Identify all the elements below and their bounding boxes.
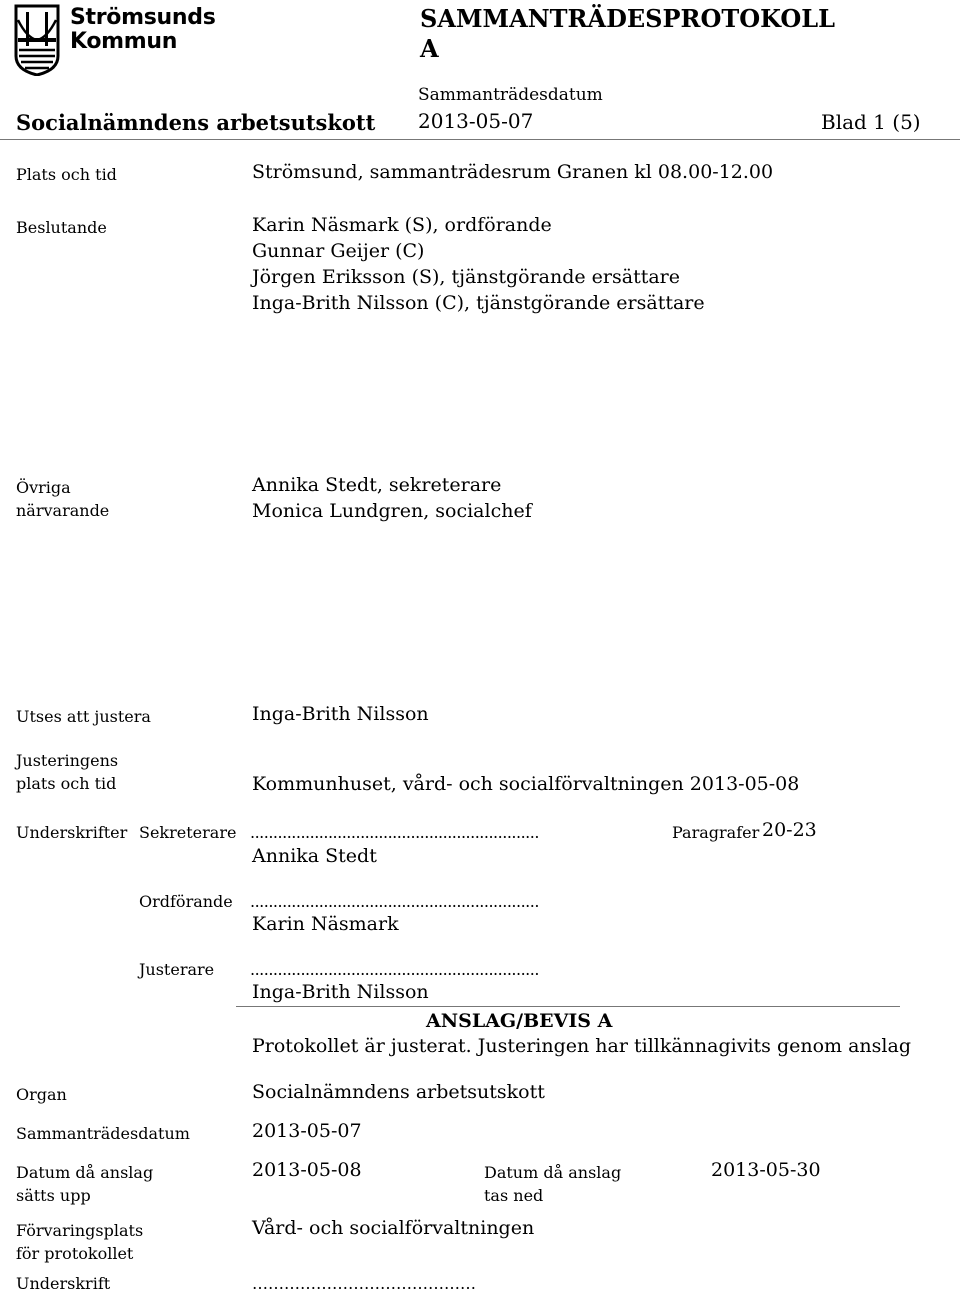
posted-date-label (16, 1161, 153, 1207)
signature-line: …………………………………… (252, 1274, 476, 1293)
municipality-logo (14, 4, 214, 76)
logo-name-line2: Kommun (70, 29, 178, 54)
paragraphs-range: 20-23 (762, 819, 817, 841)
adjuster-sign-name: Inga-Brith Nilsson (252, 981, 429, 1003)
meeting-date: 2013-05-07 (418, 109, 534, 133)
notice-divider (236, 1006, 900, 1007)
adjust-place-label (16, 749, 118, 795)
adjuster-sign-label: Justerare (139, 960, 215, 979)
others-label-line2: närvarande (16, 501, 110, 520)
document-title-line2: A (420, 34, 439, 63)
notice-heading: ANSLAG/BEVIS A (426, 1010, 613, 1032)
removed-date-label (484, 1161, 621, 1207)
notice-meeting-date-label: Sammanträdesdatum (16, 1124, 190, 1143)
chair-name: Karin Näsmark (252, 913, 399, 935)
organ-label: Organ (16, 1085, 67, 1104)
others-label (16, 476, 109, 522)
meeting-date-label: Sammanträdesdatum (418, 85, 603, 105)
deciding-label: Beslutande (16, 218, 107, 237)
deciding-member: Jörgen Eriksson (S), tjänstgörande ersättare (252, 266, 681, 288)
storage-label (16, 1219, 143, 1265)
secretary-signature-line: ............................................................... (250, 823, 539, 842)
posted-date-label-line1: Datum då anslag (16, 1163, 154, 1182)
notice-meeting-date: 2013-05-07 (252, 1120, 362, 1142)
signatures-label: Underskrifter (16, 823, 128, 842)
header-divider (0, 139, 960, 140)
adjuster-label: Utses att justera (16, 707, 151, 726)
storage-place: Vård- och socialförvaltningen (252, 1217, 535, 1239)
adjuster-name: Inga-Brith Nilsson (252, 703, 429, 725)
deciding-member: Inga-Brith Nilsson (C), tjänstgörande ersättare (252, 292, 705, 314)
posted-date: 2013-05-08 (252, 1159, 362, 1181)
storage-label-line1: Förvaringsplats (16, 1221, 144, 1240)
bridge-logo-icon (14, 4, 60, 76)
posted-date-label-line2: sätts upp (16, 1186, 91, 1205)
deciding-member: Gunnar Geijer (C) (252, 240, 425, 262)
secretary-label: Sekreterare (139, 823, 237, 842)
adjust-place-label-line1: Justeringens (16, 751, 119, 770)
paragraphs-label: Paragrafer (672, 823, 760, 842)
other-attendee: Annika Stedt, sekreterare (252, 474, 502, 496)
chair-label: Ordförande (139, 892, 233, 911)
storage-label-line2: för protokollet (16, 1244, 134, 1263)
others-list (252, 472, 532, 524)
adjust-place-label-line2: plats och tid (16, 774, 117, 793)
logo-name-line1: Strömsunds (70, 5, 216, 30)
chair-signature-line: ............................................................... (250, 892, 539, 911)
document-title (420, 4, 835, 64)
others-label-line1: Övriga (16, 478, 71, 497)
removed-date-label-line2: tas ned (484, 1186, 544, 1205)
secretary-name: Annika Stedt (252, 845, 377, 867)
notice-statement: Protokollet är justerat. Justeringen har tillkännagivits genom anslag (252, 1035, 911, 1057)
document-title-line1: SAMMANTRÄDESPROTOKOLL (420, 4, 836, 33)
adjust-place: Kommunhuset, vård- och socialförvaltningen 2013-05-08 (252, 773, 800, 795)
adjuster-signature-line: ............................................................... (250, 960, 539, 979)
deciding-list (252, 212, 705, 316)
organ: Socialnämndens arbetsutskott (252, 1081, 545, 1103)
page-number: Blad 1 (5) (821, 110, 921, 134)
place-time: Strömsund, sammanträdesrum Granen kl 08.00-12.00 (252, 161, 774, 183)
signature-label: Underskrift (16, 1274, 111, 1293)
deciding-member: Karin Näsmark (S), ordförande (252, 214, 552, 236)
place-time-label: Plats och tid (16, 165, 117, 184)
removed-date-label-line1: Datum då anslag (484, 1163, 622, 1182)
other-attendee: Monica Lundgren, socialchef (252, 500, 532, 522)
removed-date: 2013-05-30 (711, 1159, 821, 1181)
committee-name: Socialnämndens arbetsutskott (16, 110, 376, 135)
